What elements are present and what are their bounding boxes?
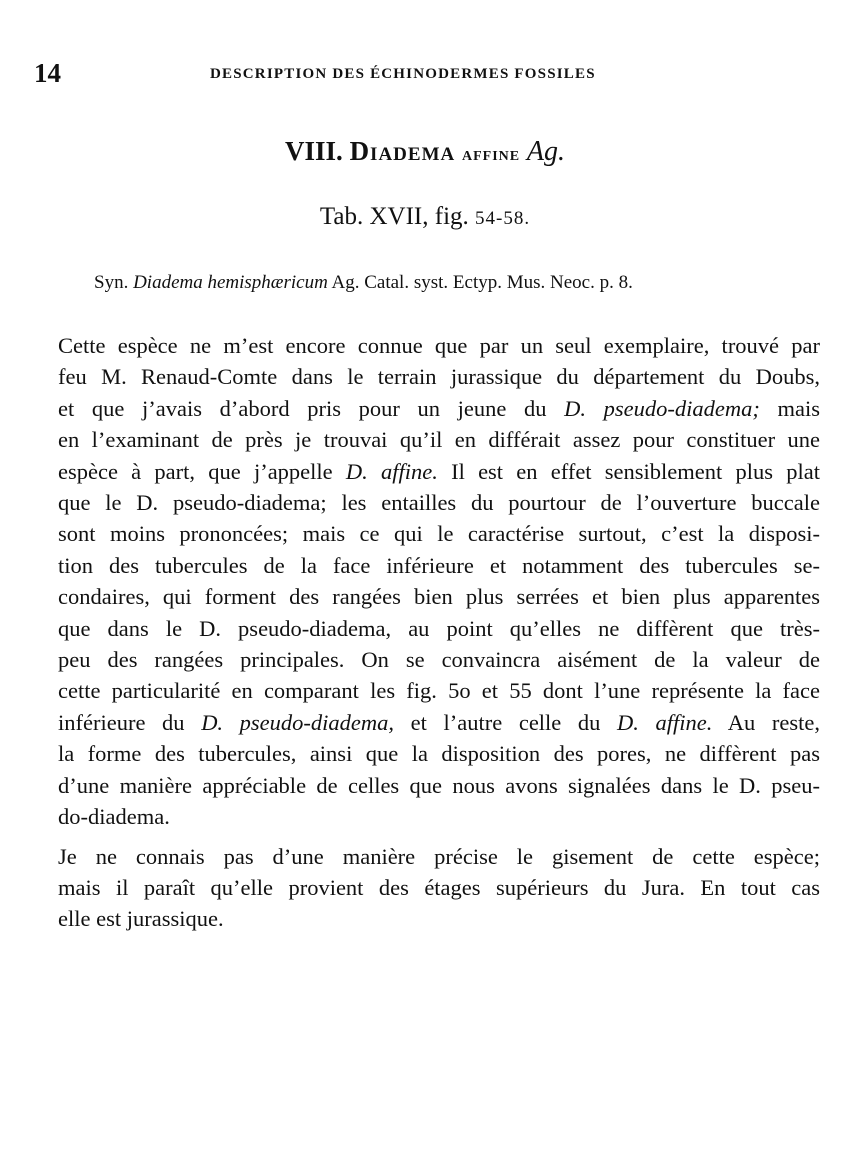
text-line: cette particularité en comparant les fig. 5o et 55 dont l’une représente la face [58, 678, 820, 704]
fig-label: fig. [434, 203, 469, 230]
text-line: sont moins prononcées; mais ce qui le caractérise surtout, c’est la disposi- [58, 521, 820, 547]
species-epithet: affine [461, 143, 521, 165]
text-line: peu des rangées principales. On se convaincra aisément de la valeur de [58, 647, 820, 673]
text-span: et que j’avais d’abord pris pour un jeune du [58, 395, 547, 421]
text-line: Cette espèce ne m’est encore connue que par un seul exemplaire, trouvé par [58, 333, 820, 358]
paragraph-locality [58, 841, 820, 935]
species-ref-italic: D. affine. [345, 458, 438, 484]
text-span: Il est en effet sensiblement plus plat [451, 458, 820, 484]
species-ref-italic: D. affine. [617, 709, 713, 735]
text-line [58, 393, 820, 424]
text-line: elle est jurassique. [58, 906, 224, 932]
genus-name: Diadema [349, 136, 456, 166]
running-title: DESCRIPTION DES ÉCHINODERMES FOSSILES [210, 66, 596, 82]
plate-label: Tab. XVII, [319, 203, 429, 230]
text-line: d’une manière appréciable de celles que nous avons signalées dans le D. pseu- [58, 772, 820, 798]
text-line: Je ne connais pas d’une manière précise le gisement de cette espèce; [58, 843, 820, 869]
paragraph-description [58, 330, 820, 833]
text-span: inférieure du [58, 709, 185, 735]
text-line: tion des tubercules de la face inférieure et notamment des tubercules se- [58, 552, 820, 578]
running-head [34, 58, 824, 90]
text-line: que dans le D. pseudo-diadema, au point qu’elles ne diffèrent que très- [58, 615, 820, 641]
text-line: en l’examinant de près je trouvai qu’il en différait assez pour constituer une [58, 427, 820, 453]
species-numeral: VIII. [285, 136, 343, 166]
synonymy-prefix: Syn. [94, 272, 129, 293]
synonym-citation: Ag. Catal. syst. Ectyp. Mus. Neoc. p. 8. [331, 272, 633, 293]
text-line: feu M. Renaud-Comte dans le terrain jurassique du département du Doubs, [58, 364, 820, 390]
text-line: condaires, qui forment des rangées bien plus serrées et bien plus apparentes [58, 584, 820, 610]
species-ref-italic: D. pseudo-diadema, [201, 709, 395, 735]
species-ref-italic: D. pseudo-diadema; [564, 395, 760, 421]
text-line: que le D. pseudo-diadema; les entailles du pourtour de l’ouverture buccale [58, 490, 820, 516]
text-line [58, 456, 820, 487]
text-line: mais il paraît qu’elle provient des étages supérieurs du Jura. En tout cas [58, 874, 820, 900]
species-author: Ag. [526, 136, 565, 167]
text-line: do-diadema. [58, 804, 170, 830]
synonym-name: Diadema hemisphæricum [133, 272, 328, 293]
species-heading [0, 136, 850, 168]
synonymy-line [94, 272, 794, 294]
fig-numbers: 54-58. [475, 208, 531, 229]
text-span: Au reste, [727, 709, 820, 735]
plate-reference [0, 203, 850, 231]
text-span: et l’autre celle du [410, 709, 601, 735]
text-span: espèce à part, que j’appelle [58, 458, 333, 484]
body-text [58, 330, 820, 935]
page-number: 14 [34, 58, 61, 88]
text-span: mais [777, 395, 821, 421]
text-line: la forme des tubercules, ainsi que la disposition des pores, ne diffèrent pas [58, 741, 820, 767]
text-line [58, 707, 820, 738]
